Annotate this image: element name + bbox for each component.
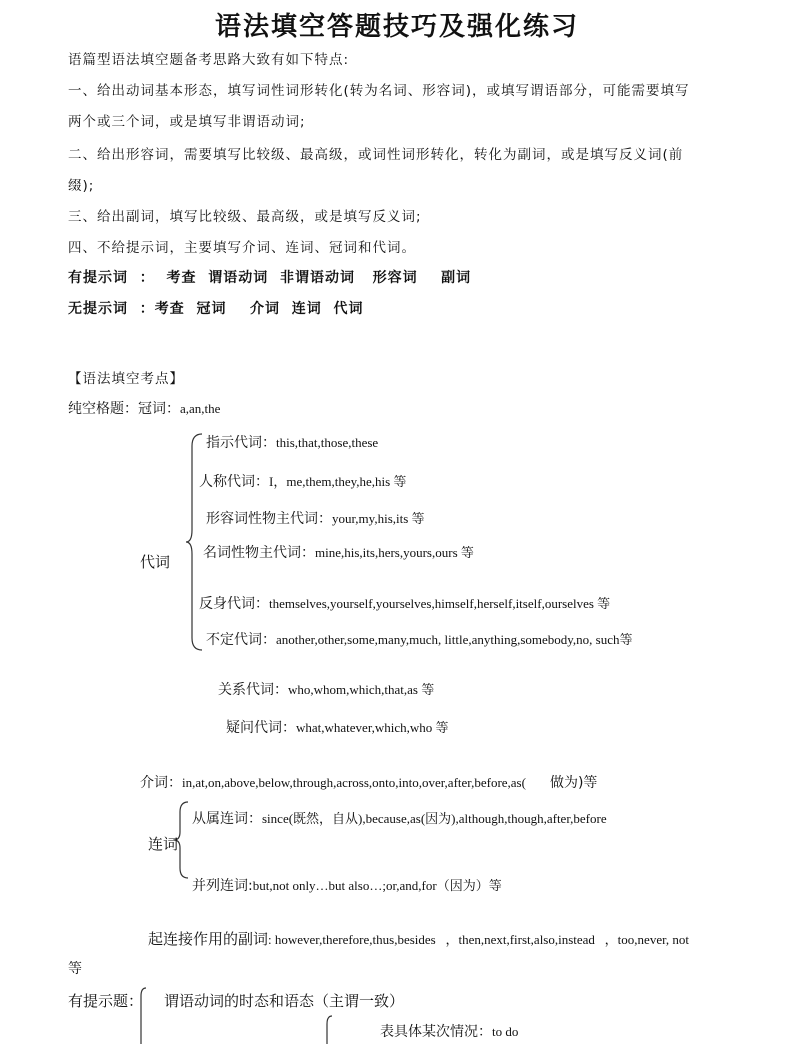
conjunction-words: but,not only…but also…;or,and,for（因为）等 — [252, 878, 502, 893]
hinted-brace — [136, 986, 150, 1044]
preposition-label: 介词： — [140, 775, 182, 791]
linking-adverb-line — [148, 928, 689, 949]
linking-adverb-tail: 等 — [68, 961, 82, 977]
no-hint-words-line: 无提示词 ：考查 冠词 介词 连词 代词 — [68, 301, 364, 317]
pronoun-type-label: 形容词性物主代词： — [206, 511, 332, 527]
pronoun-type-label: 人称代词： — [199, 474, 269, 490]
pronoun-relative — [218, 679, 434, 699]
page-title: 语法填空答题技巧及强化练习 — [214, 12, 579, 42]
pronoun-words: this,that,those,these — [276, 435, 379, 450]
pronoun-words: who,whom,which,that,as 等 — [288, 682, 435, 697]
hint-words-line: 有提示词 ： 考查 谓语动词 非谓语动词 形容词 副词 — [68, 270, 472, 286]
conjunction-type-label: 并列连词: — [192, 878, 253, 894]
intro-point-2-cont: 缀); — [68, 178, 95, 194]
pronoun-type-label: 关系代词： — [218, 682, 288, 698]
intro-point-1-cont: 两个或三个词，或是填写非谓语动词; — [68, 114, 306, 130]
pronoun-words: another,other,some,many,much, little,anything,somebody,no, such等 — [276, 632, 633, 647]
pronoun-reflexive — [199, 593, 610, 613]
pronoun-type-label: 反身代词： — [199, 596, 269, 612]
pronoun-words: what,whatever,which,who 等 — [296, 720, 449, 735]
pronoun-demonstrative — [206, 432, 378, 452]
section-header: 【语法填空考点】 — [68, 371, 184, 387]
intro-point-1: 一、给出动词基本形态，填写词性词形转化(转为名词、形容词)，或填写谓语部分，可能需要填写 — [68, 83, 690, 99]
pure-blank-label: 纯空格题：冠词： — [68, 401, 180, 417]
pure-blank-line — [68, 398, 220, 418]
pronoun-personal — [199, 471, 406, 491]
preposition-line — [140, 772, 597, 792]
hinted-item: 谓语动词的时态和语态（主谓一致） — [164, 992, 405, 1010]
conjunction-label: 连词 — [148, 835, 179, 853]
pronoun-words: I，me,them,they,he,his 等 — [269, 474, 407, 489]
conjunction-words: since(既然，自从),because,as(因为),although,though,after,before — [262, 811, 607, 826]
pronoun-words: mine,his,its,hers,yours,ours 等 — [315, 545, 474, 560]
pronoun-noun-possessive — [203, 542, 474, 562]
hinted-sub-brace — [322, 1014, 336, 1044]
preposition-tail: 做为)等 — [549, 775, 598, 791]
linking-adverb-label: 起连接作用的副词 — [148, 930, 269, 948]
pronoun-type-label: 不定代词： — [206, 632, 276, 648]
pronoun-indefinite — [206, 629, 633, 649]
hinted-sub-label: 表具体某次情况： — [380, 1024, 492, 1040]
pronoun-words: your,my,his,its 等 — [332, 511, 425, 526]
intro-lead: 语篇型语法填空题备考思路大致有如下特点: — [68, 52, 350, 68]
linking-adverb-words: : however,therefore,thus,besides ，then,next,first,also,instead ，too,never, not — [268, 932, 690, 947]
pronoun-type-label: 名词性物主代词： — [203, 545, 315, 561]
intro-point-3: 三、给出副词，填写比较级、最高级，或是填写反义词; — [68, 209, 422, 225]
pronoun-interrogative — [226, 717, 449, 737]
pronoun-adjective-possessive — [206, 508, 425, 528]
intro-point-4: 四、不给提示词，主要填写介词、连词、冠词和代词。 — [68, 240, 416, 256]
conjunction-subordinate — [192, 808, 607, 828]
pronoun-label: 代词 — [140, 553, 171, 571]
pronoun-words: themselves,yourself,yourselves,himself,herself,itself,ourselves 等 — [269, 596, 611, 611]
hinted-sub-item — [380, 1021, 518, 1041]
hinted-sub-words: to do — [492, 1024, 519, 1039]
pure-blank-value: a,an,the — [180, 401, 221, 416]
conjunction-coordinate — [192, 875, 502, 895]
pronoun-type-label: 疑问代词： — [226, 720, 296, 736]
hinted-label: 有提示题： — [68, 992, 144, 1010]
conjunction-type-label: 从属连词： — [192, 811, 262, 827]
pronoun-type-label: 指示代词： — [206, 435, 276, 451]
intro-point-2: 二、给出形容词，需要填写比较级、最高级，或词性词形转化，转化为副词，或是填写反义词(前 — [68, 147, 684, 163]
preposition-words: in,at,on,above,below,through,across,onto,into,over,after,before,as( — [182, 775, 526, 790]
